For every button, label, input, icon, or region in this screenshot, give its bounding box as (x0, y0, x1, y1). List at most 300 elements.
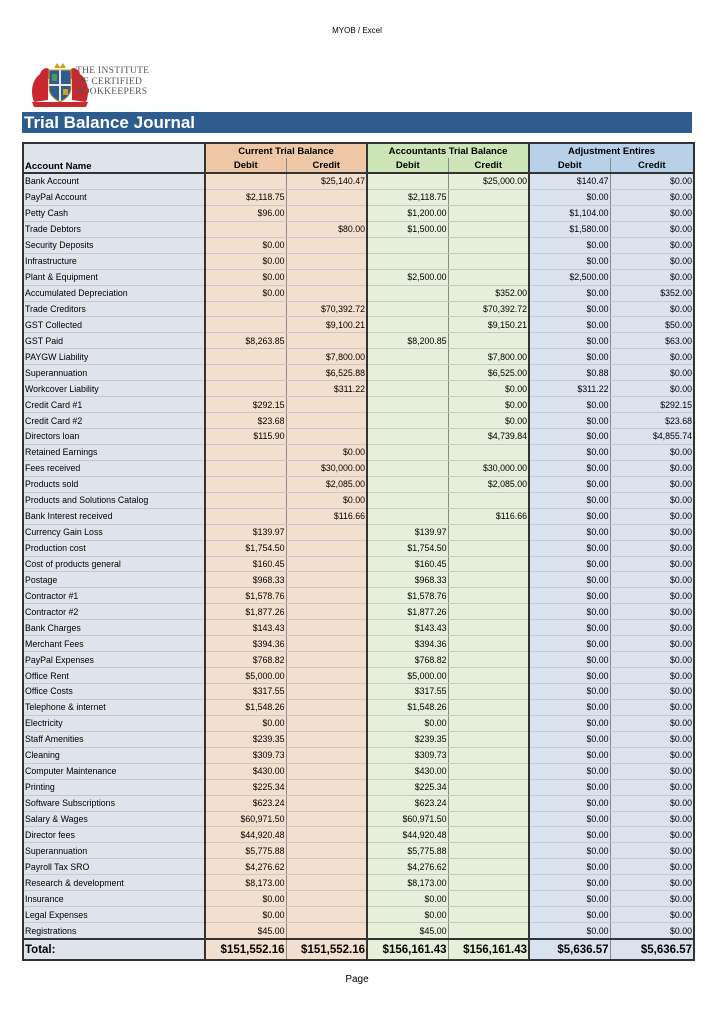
accountants-credit-cell (448, 604, 529, 620)
current-debit-cell: $160.45 (205, 556, 286, 572)
table-row (23, 859, 694, 875)
adjustment-debit-cell: $0.00 (529, 492, 610, 508)
current-credit-cell (286, 269, 367, 285)
current-credit-cell: $0.00 (286, 444, 367, 460)
accountants-debit-cell (367, 476, 448, 492)
account-name-cell: Salary & Wages (23, 811, 205, 827)
table-row (23, 349, 694, 365)
accountants-debit-cell (367, 173, 448, 189)
accountants-debit-cell: $8,173.00 (367, 875, 448, 891)
account-name-cell: Workcover Liability (23, 381, 205, 397)
page-footer: Page (345, 974, 369, 985)
accountants-credit-cell: $352.00 (448, 285, 529, 301)
current-debit-cell: $239.35 (205, 731, 286, 747)
account-name-cell: GST Paid (23, 333, 205, 349)
table-row (23, 923, 694, 939)
adjustment-credit-cell: $0.00 (610, 508, 694, 524)
account-name-cell: Credit Card #2 (23, 413, 205, 429)
adjustment-debit-cell: $0.00 (529, 620, 610, 636)
account-name-cell: Postage (23, 572, 205, 588)
accountants-debit-cell: $4,276.62 (367, 859, 448, 875)
current-credit-cell (286, 636, 367, 652)
table-row (23, 556, 694, 572)
adjustment-debit-cell: $0.00 (529, 508, 610, 524)
account-name-cell: Director fees (23, 827, 205, 843)
adjustment-credit-cell: $0.00 (610, 668, 694, 684)
adjustment-credit-cell: $4,855.74 (610, 429, 694, 445)
accountants-debit-cell: $623.24 (367, 795, 448, 811)
current-debit-cell: $0.00 (205, 269, 286, 285)
account-name-spacer (23, 143, 205, 158)
adjustment-debit-cell: $0.00 (529, 763, 610, 779)
adjustment-credit-cell: $0.00 (610, 205, 694, 221)
accountants-debit-cell: $1,500.00 (367, 221, 448, 237)
adjustment-credit-cell: $0.00 (610, 492, 694, 508)
accountants-debit-cell: $768.82 (367, 652, 448, 668)
accountants-debit-cell: $160.45 (367, 556, 448, 572)
current-debit-cell: $292.15 (205, 397, 286, 413)
accountants-credit-cell (448, 859, 529, 875)
accountants-debit-cell: $1,754.50 (367, 540, 448, 556)
accountants-debit-cell (367, 429, 448, 445)
current-debit-cell (205, 301, 286, 317)
current-debit-cell: $0.00 (205, 253, 286, 269)
account-name-cell: Superannuation (23, 843, 205, 859)
adjustment-debit-cell: $0.00 (529, 652, 610, 668)
current-debit-cell: $1,578.76 (205, 588, 286, 604)
account-name-cell: Petty Cash (23, 205, 205, 221)
adjustment-debit-cell: $0.00 (529, 715, 610, 731)
account-name-cell: Cleaning (23, 747, 205, 763)
accountants-debit-cell: $5,775.88 (367, 843, 448, 859)
table-row (23, 317, 694, 333)
adjustment-debit-cell: $0.00 (529, 253, 610, 269)
logo-wordmark (76, 66, 149, 98)
adjustment-credit-cell: $0.00 (610, 652, 694, 668)
account-name-cell: Staff Amenities (23, 731, 205, 747)
table-row (23, 588, 694, 604)
accountants-debit-cell: $1,200.00 (367, 205, 448, 221)
accountants-credit-cell (448, 875, 529, 891)
adjustment-debit-cell: $0.00 (529, 811, 610, 827)
accountants-credit-header: Credit (448, 158, 529, 173)
adjustment-credit-cell: $0.00 (610, 699, 694, 715)
adjustment-credit-cell: $0.00 (610, 907, 694, 923)
adjustment-debit-cell: $0.00 (529, 301, 610, 317)
adjustment-debit-cell: $311.22 (529, 381, 610, 397)
accountants-credit-cell (448, 524, 529, 540)
adjustment-debit-cell: $0.00 (529, 875, 610, 891)
current-debit-cell: $96.00 (205, 205, 286, 221)
account-name-cell: Telephone & internet (23, 699, 205, 715)
current-debit-cell: $143.43 (205, 620, 286, 636)
current-credit-cell: $0.00 (286, 492, 367, 508)
current-debit-cell: $1,754.50 (205, 540, 286, 556)
accountants-debit-cell (367, 253, 448, 269)
adjustment-credit-cell: $0.00 (610, 731, 694, 747)
account-name-cell: Legal Expenses (23, 907, 205, 923)
adjustment-credit-cell: $0.00 (610, 604, 694, 620)
accountants-credit-cell (448, 731, 529, 747)
account-name-cell: Printing (23, 779, 205, 795)
adjustment-debit-cell: $0.00 (529, 317, 610, 333)
adjustment-debit-cell: $0.00 (529, 795, 610, 811)
adjustment-debit-cell: $0.00 (529, 333, 610, 349)
current-credit-cell (286, 333, 367, 349)
current-debit-cell: $115.90 (205, 429, 286, 445)
adjustment-debit-cell: $0.00 (529, 699, 610, 715)
account-name-cell: Directors loan (23, 429, 205, 445)
current-credit-cell (286, 397, 367, 413)
adjustment-debit-cell: $0.00 (529, 843, 610, 859)
accountants-credit-cell: $9,150.21 (448, 317, 529, 333)
table-row (23, 891, 694, 907)
adjustment-credit-cell: $0.00 (610, 349, 694, 365)
account-name-cell: Software Subscriptions (23, 795, 205, 811)
accountants-credit-cell (448, 540, 529, 556)
table-row (23, 779, 694, 795)
current-credit-cell: $80.00 (286, 221, 367, 237)
current-debit-cell (205, 508, 286, 524)
adjustment-debit-cell: $1,580.00 (529, 221, 610, 237)
current-debit-cell: $5,775.88 (205, 843, 286, 859)
adjustment-debit-cell: $0.00 (529, 731, 610, 747)
current-credit-cell (286, 524, 367, 540)
current-debit-cell: $394.36 (205, 636, 286, 652)
table-row (23, 333, 694, 349)
current-credit-cell (286, 189, 367, 205)
accountants-debit-cell (367, 301, 448, 317)
accountants-debit-header: Debit (367, 158, 448, 173)
accountants-debit-cell: $2,118.75 (367, 189, 448, 205)
current-credit-cell (286, 923, 367, 939)
current-credit-cell: $7,800.00 (286, 349, 367, 365)
account-name-cell: Products sold (23, 476, 205, 492)
adjustment-debit-cell: $0.00 (529, 524, 610, 540)
current-credit-cell (286, 620, 367, 636)
accountants-credit-cell: $7,800.00 (448, 349, 529, 365)
accountants-credit-cell: $25,000.00 (448, 173, 529, 189)
total-accountants-credit: $156,161.43 (448, 939, 529, 960)
accountants-debit-cell: $5,000.00 (367, 668, 448, 684)
accountants-credit-cell: $116.66 (448, 508, 529, 524)
accountants-debit-cell: $60,971.50 (367, 811, 448, 827)
accountants-credit-cell (448, 747, 529, 763)
accountants-debit-cell: $394.36 (367, 636, 448, 652)
current-credit-cell: $2,085.00 (286, 476, 367, 492)
current-credit-cell (286, 875, 367, 891)
accountants-credit-cell (448, 923, 529, 939)
table-row (23, 460, 694, 476)
table-row (23, 365, 694, 381)
adjustment-debit-cell: $2,500.00 (529, 269, 610, 285)
table-row (23, 795, 694, 811)
current-debit-cell: $1,548.26 (205, 699, 286, 715)
accountants-credit-cell (448, 795, 529, 811)
adjustment-debit-cell: $0.00 (529, 413, 610, 429)
table-row (23, 285, 694, 301)
adjustment-credit-cell: $0.00 (610, 747, 694, 763)
accountants-debit-cell (367, 381, 448, 397)
table-row (23, 747, 694, 763)
account-name-cell: Bank Interest received (23, 508, 205, 524)
account-name-cell: Registrations (23, 923, 205, 939)
accountants-debit-cell: $1,877.26 (367, 604, 448, 620)
accountants-debit-cell: $239.35 (367, 731, 448, 747)
accountants-credit-cell (448, 588, 529, 604)
logo-line-2: OF CERTIFIED (76, 76, 143, 87)
accountants-debit-cell: $143.43 (367, 620, 448, 636)
table-row (23, 301, 694, 317)
adjustment-credit-cell: $0.00 (610, 460, 694, 476)
adjustment-credit-cell: $0.00 (610, 588, 694, 604)
current-credit-cell (286, 891, 367, 907)
current-debit-cell (205, 173, 286, 189)
table-row (23, 636, 694, 652)
current-credit-cell (286, 253, 367, 269)
current-debit-cell: $139.97 (205, 524, 286, 540)
group-adjustment-entries: Adjustment Entires (529, 143, 694, 158)
accountants-debit-cell: $139.97 (367, 524, 448, 540)
account-name-cell: Retained Earnings (23, 444, 205, 460)
current-credit-cell (286, 556, 367, 572)
current-debit-cell: $23.68 (205, 413, 286, 429)
adjustment-credit-cell: $352.00 (610, 285, 694, 301)
adjustment-credit-cell: $0.00 (610, 795, 694, 811)
current-debit-cell (205, 349, 286, 365)
total-current-credit: $151,552.16 (286, 939, 367, 960)
current-debit-cell (205, 221, 286, 237)
accountants-credit-cell: $0.00 (448, 381, 529, 397)
current-credit-cell (286, 859, 367, 875)
table-row (23, 875, 694, 891)
total-accountants-debit: $156,161.43 (367, 939, 448, 960)
adjustment-credit-cell: $0.00 (610, 381, 694, 397)
adjustment-debit-cell: $0.00 (529, 891, 610, 907)
adjustment-debit-cell: $0.00 (529, 859, 610, 875)
adjustment-credit-cell: $0.00 (610, 620, 694, 636)
table-row (23, 221, 694, 237)
accountants-credit-cell (448, 237, 529, 253)
account-name-cell: Security Deposits (23, 237, 205, 253)
current-debit-cell: $45.00 (205, 923, 286, 939)
table-row (23, 444, 694, 460)
accountants-debit-cell: $0.00 (367, 891, 448, 907)
current-debit-cell (205, 460, 286, 476)
table-row (23, 524, 694, 540)
adjustment-credit-cell: $0.00 (610, 269, 694, 285)
adjustment-credit-cell: $0.00 (610, 301, 694, 317)
accountants-debit-cell (367, 444, 448, 460)
accountants-credit-cell (448, 827, 529, 843)
table-row (23, 604, 694, 620)
adjustment-credit-cell: $0.00 (610, 859, 694, 875)
account-name-cell: Bank Charges (23, 620, 205, 636)
adjustment-credit-cell: $0.00 (610, 763, 694, 779)
adjustment-credit-cell: $0.00 (610, 253, 694, 269)
adjustment-debit-cell: $0.00 (529, 604, 610, 620)
current-credit-cell (286, 429, 367, 445)
current-credit-cell: $311.22 (286, 381, 367, 397)
accountants-credit-cell (448, 779, 529, 795)
adjustment-credit-cell: $50.00 (610, 317, 694, 333)
table-row (23, 429, 694, 445)
current-debit-cell: $0.00 (205, 715, 286, 731)
current-credit-cell (286, 205, 367, 221)
current-credit-cell (286, 588, 367, 604)
logo-line-1: THE INSTITUTE (76, 66, 150, 76)
table-row (23, 189, 694, 205)
accountants-credit-cell (448, 620, 529, 636)
account-name-cell: Infrastructure (23, 253, 205, 269)
current-debit-cell: $0.00 (205, 891, 286, 907)
table-row (23, 397, 694, 413)
adjustment-debit-cell: $0.00 (529, 237, 610, 253)
current-debit-cell (205, 317, 286, 333)
table-row (23, 843, 694, 859)
page-header: MYOB / Excel (332, 26, 382, 35)
current-debit-cell: $5,000.00 (205, 668, 286, 684)
adjustment-credit-cell: $0.00 (610, 636, 694, 652)
accountants-debit-cell (367, 285, 448, 301)
table-row (23, 413, 694, 429)
current-debit-cell (205, 365, 286, 381)
table-row (23, 668, 694, 684)
accountants-debit-cell: $430.00 (367, 763, 448, 779)
adjustment-credit-header: Credit (610, 158, 694, 173)
accountants-debit-cell: $0.00 (367, 715, 448, 731)
table-row (23, 381, 694, 397)
account-name-cell: Computer Maintenance (23, 763, 205, 779)
current-credit-cell (286, 747, 367, 763)
current-credit-cell (286, 604, 367, 620)
current-debit-cell: $8,173.00 (205, 875, 286, 891)
current-credit-header: Credit (286, 158, 367, 173)
current-credit-cell (286, 285, 367, 301)
current-credit-cell (286, 811, 367, 827)
current-debit-cell (205, 444, 286, 460)
current-credit-cell (286, 843, 367, 859)
current-credit-cell (286, 652, 367, 668)
current-credit-cell (286, 715, 367, 731)
adjustment-debit-cell: $0.00 (529, 684, 610, 700)
accountants-debit-cell: $309.73 (367, 747, 448, 763)
current-debit-cell (205, 492, 286, 508)
table-row (23, 699, 694, 715)
account-name-cell: Office Rent (23, 668, 205, 684)
accountants-debit-cell: $0.00 (367, 907, 448, 923)
table-row (23, 827, 694, 843)
current-debit-cell (205, 381, 286, 397)
adjustment-debit-cell: $0.00 (529, 668, 610, 684)
account-name-cell: Trade Debtors (23, 221, 205, 237)
table-row (23, 492, 694, 508)
current-debit-cell: $430.00 (205, 763, 286, 779)
current-debit-cell: $0.00 (205, 237, 286, 253)
account-name-cell: PAYGW Liability (23, 349, 205, 365)
group-accountants-trial-balance: Accountants Trial Balance (367, 143, 529, 158)
adjustment-debit-cell: $140.47 (529, 173, 610, 189)
adjustment-debit-cell: $0.00 (529, 556, 610, 572)
group-current-trial-balance: Current Trial Balance (205, 143, 367, 158)
adjustment-debit-cell: $0.00 (529, 827, 610, 843)
accountants-debit-cell: $225.34 (367, 779, 448, 795)
accountants-credit-cell (448, 891, 529, 907)
adjustment-debit-cell: $0.00 (529, 907, 610, 923)
current-debit-cell: $623.24 (205, 795, 286, 811)
current-credit-cell: $6,525.88 (286, 365, 367, 381)
adjustment-debit-cell: $0.00 (529, 444, 610, 460)
adjustment-debit-cell: $0.88 (529, 365, 610, 381)
current-credit-cell (286, 795, 367, 811)
table-row (23, 540, 694, 556)
current-debit-cell: $768.82 (205, 652, 286, 668)
accountants-debit-cell (367, 508, 448, 524)
accountants-credit-cell (448, 763, 529, 779)
table-row (23, 173, 694, 189)
current-debit-cell: $8,263.85 (205, 333, 286, 349)
accountants-debit-cell (367, 237, 448, 253)
adjustment-debit-cell: $0.00 (529, 923, 610, 939)
adjustment-credit-cell: $0.00 (610, 779, 694, 795)
accountants-credit-cell (448, 652, 529, 668)
accountants-credit-cell (448, 189, 529, 205)
accountants-debit-cell: $1,548.26 (367, 699, 448, 715)
current-credit-cell (286, 237, 367, 253)
table-row (23, 269, 694, 285)
accountants-credit-cell (448, 715, 529, 731)
accountants-credit-cell: $0.00 (448, 413, 529, 429)
account-name-cell: GST Collected (23, 317, 205, 333)
accountants-debit-cell: $317.55 (367, 684, 448, 700)
account-name-cell: Cost of products general (23, 556, 205, 572)
current-credit-cell (286, 668, 367, 684)
adjustment-credit-cell: $0.00 (610, 237, 694, 253)
current-debit-header: Debit (205, 158, 286, 173)
adjustment-credit-cell: $0.00 (610, 843, 694, 859)
accountants-credit-cell (448, 811, 529, 827)
table-row (23, 253, 694, 269)
table-row (23, 811, 694, 827)
accountants-credit-cell: $0.00 (448, 397, 529, 413)
adjustment-credit-cell: $0.00 (610, 476, 694, 492)
account-name-cell: Merchant Fees (23, 636, 205, 652)
current-credit-cell (286, 540, 367, 556)
adjustment-credit-cell: $0.00 (610, 365, 694, 381)
current-credit-cell (286, 413, 367, 429)
current-credit-cell (286, 731, 367, 747)
adjustment-debit-cell: $0.00 (529, 429, 610, 445)
current-credit-cell (286, 684, 367, 700)
account-name-cell: Superannuation (23, 365, 205, 381)
page-title: Trial Balance Journal (22, 112, 692, 133)
accountants-credit-cell (448, 205, 529, 221)
table-row (23, 715, 694, 731)
adjustment-debit-header: Debit (529, 158, 610, 173)
adjustment-credit-cell: $292.15 (610, 397, 694, 413)
accountants-debit-cell (367, 397, 448, 413)
table-row (23, 763, 694, 779)
adjustment-credit-cell: $0.00 (610, 827, 694, 843)
current-credit-cell: $116.66 (286, 508, 367, 524)
adjustment-credit-cell: $0.00 (610, 684, 694, 700)
accountants-credit-cell: $2,085.00 (448, 476, 529, 492)
adjustment-credit-cell: $63.00 (610, 333, 694, 349)
table-row (23, 508, 694, 524)
accountants-credit-cell: $30,000.00 (448, 460, 529, 476)
current-credit-cell (286, 907, 367, 923)
current-credit-cell: $70,392.72 (286, 301, 367, 317)
